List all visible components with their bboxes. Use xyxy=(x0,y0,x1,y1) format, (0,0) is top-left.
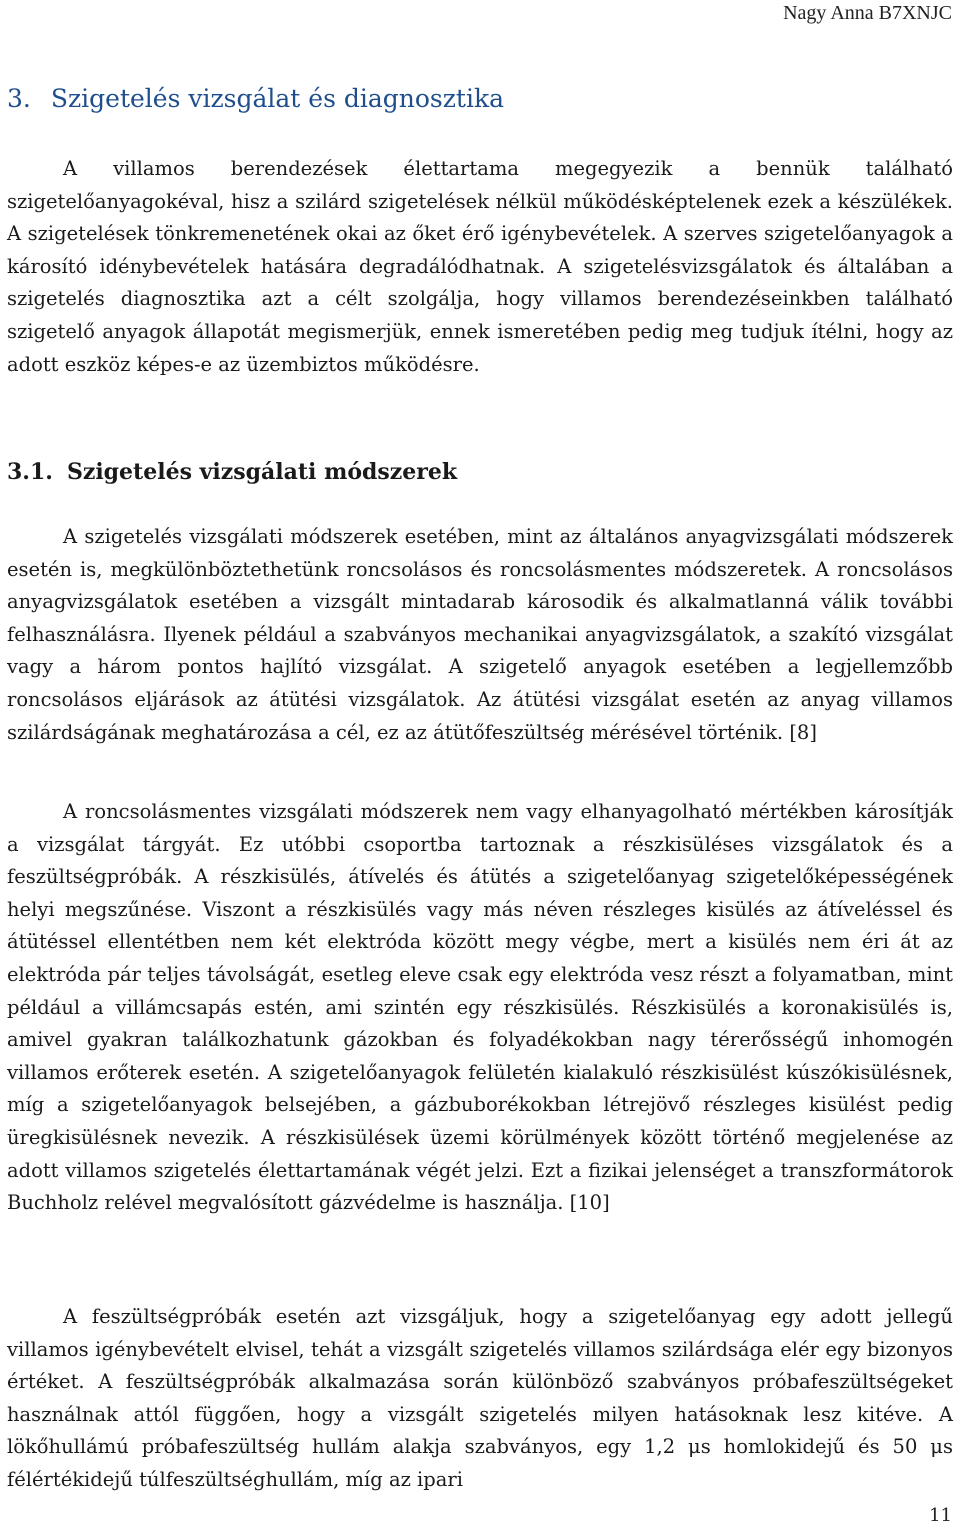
section-number: 3. xyxy=(7,84,31,113)
subsection-heading xyxy=(7,459,457,485)
paragraph-destructive-tests: A szigetelés vizsgálati módszerek esetében, mint az általános anyagvizsgálati módszerek esetén is, megkülönböztethetünk roncsolásos és roncsolásmentes módszeretek. A roncsolásos anyagvizsgálatok esetében a vizsgált mintadarab károsodik és alkalmatlanná válik további felhasználásra. Ilyenek például a szabványos mechanikai anyagvizsgálatok, a szakító vizsgálat vagy a három pontos hajlító vizsgálat. A szigetelő anyagok esetében a legjellemzőbb roncsolásos eljárások az átütési vizsgálatok. Az átütési vizsgálat esetén az anyag villamos szilárdságának meghatározása a cél, ez az átütőfeszültség mérésével történik. [8] xyxy=(7,525,953,744)
paragraph-non-destructive-tests: A roncsolásmentes vizsgálati módszerek nem vagy elhanyagolható mértékben károsítják a vizsgálat tárgyát. Ez utóbbi csoportba tartoznak a részkisüléses vizsgálatok és a feszültségpróbák. A részkisülés, átívelés és átütés a szigetelőanyag szigetelőképességének helyi megszűnése. Viszont a részkisülés vagy más néven részleges kisülés az átíveléssel és átütéssel ellentétben nem két elektróda között megy végbe, mert a kisülés nem éri át az elektróda pár teljes távolságát, esetleg eleve csak egy elektróda vesz részt a folyamatban, mint például a villámcsapás estén, ami szintén egy részkisülés. Részkisülés a koronakisülés is, amivel gyakran találkozhatunk gázokban és folyadékokban nagy térerősségű inhomogén villamos erőterek esetén. A szigetelőanyagok felületén kialakuló részkisülést kúszókisülésnek, míg a szigetelőanyagok belsejében, a gázbuborékokban létrejövő részleges kisülést pedig üregkisülésnek nevezik. A részkisülések üzemi körülmények között történő megjelenése az adott villamos szigetelés élettartamának végét jelzi. Ezt a fizikai jelenséget a transzformátorok Buchholz relével megvalósított gázvédelme is használja. [10] xyxy=(7,800,953,1215)
subsection-title: Szigetelés vizsgálati módszerek xyxy=(66,459,458,485)
page-number: 11 xyxy=(929,1505,952,1526)
running-header-author: Nagy Anna B7XNJC xyxy=(783,2,952,24)
paragraph-intro: A villamos berendezések élettartama megegyezik a bennük található szigetelőanyagokéval, hisz a szilárd szigetelések nélkül működésképtelenek ezek a készülékek. A szigetelések tönkremenetének okai az őket érő igénybevételek. A szerves szigetelőanyagok a károsító idénybevételek hatására degradálódhatnak. A szigetelésvizsgálatok és általában a szigetelés diagnosztika azt a célt szolgálja, hogy villamos berendezéseinkben található szigetelő anyagok állapotát megismerjük, ennek ismeretében pedig meg tudjuk ítélni, hogy az adott eszköz képes-e az üzembiztos működésre. xyxy=(7,157,953,376)
section-heading xyxy=(7,84,504,113)
subsection-number: 3.1. xyxy=(7,459,53,485)
paragraph-voltage-tests: A feszültségpróbák esetén azt vizsgáljuk, hogy a szigetelőanyag egy adott jellegű villamos igénybevételt elvisel, tehát a vizsgált szigetelés villamos szilárdsága elér egy bizonyos értéket. A feszültségpróbák alkalmazása során különböző szabványos próbafeszültségeket használnak attól függően, hogy a vizsgált szigetelés milyen hatásoknak lesz kitéve. A lökőhullámú próbafeszültség hullám alakja szabványos, egy 1,2 μs homlokidejű és 50 μs félértékidejű túlfeszültséghullám, míg az ipari xyxy=(7,1305,953,1491)
section-title: Szigetelés vizsgálat és diagnosztika xyxy=(50,84,505,113)
